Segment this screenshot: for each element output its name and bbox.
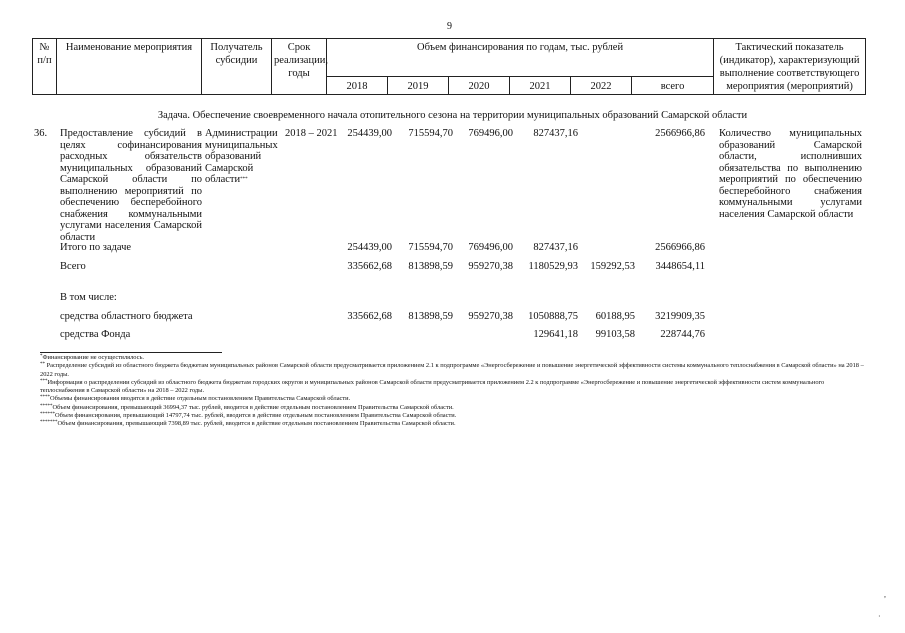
summary-label-fund: средства Фонда (60, 329, 131, 340)
summary-regional-2022: 60188,95 (595, 311, 635, 322)
row-36-name: Предоставление субсидий в целях софинансирования расходных обязательств муниципальных образований Самарской области по выполнению мероприятий по обеспечению бесперебойного снабжения коммунальными услугами населения Самарской области (60, 128, 202, 243)
footnote-mark: * (40, 354, 43, 359)
footnote-text: Объем финансирования, превышающий 36994,37 тыс. рублей, вводится в действие отдельным постановлением Правительства Самарской области. (52, 403, 454, 411)
scan-mark-comma: , (884, 590, 886, 599)
summary-label-regional: средства областного бюджета (60, 311, 193, 322)
header-year-2022: 2022 (571, 77, 632, 95)
footnote-mark: ** (40, 362, 45, 368)
footnote-5 (40, 404, 865, 412)
footnote-mark: ******* (40, 420, 58, 426)
summary-task-total: 2566966,86 (655, 242, 705, 253)
summary-all-2021: 1180529,93 (528, 261, 578, 272)
header-year-2018: 2018 (327, 77, 388, 95)
footnote-text: Объемы финансирования вводятся в действие отдельным постановлением Правительства Самарской области. (50, 395, 351, 403)
footnote-3 (40, 379, 865, 396)
footnote-mark: *** (40, 378, 48, 384)
row-36-recipient-text: Администрации муниципальных образований Самарской области (205, 128, 278, 185)
task-title: Задача. Обеспечение своевременного начала отопительного сезона на территории муниципальных образований Самарской области (157, 110, 748, 121)
summary-all-2022: 159292,53 (590, 261, 635, 272)
header-year-2020: 2020 (449, 77, 510, 95)
row-36-2019: 715594,70 (408, 128, 453, 139)
footnote-7 (40, 420, 865, 428)
header-name: Наименование мероприятия (57, 39, 202, 95)
summary-label-all: Всего (60, 261, 86, 272)
footnote-text: Финансирование не осуществлялось. (42, 354, 144, 361)
footnote-text: Информация о распределении субсидий из областного бюджета бюджетам городских округов и муниципальных районов Самарской области предусматривается приложением 2.2 к подпрограмме «Энергосбережение и повышение энергетической эффективности систем коммунального теплоснабжения в Самарской области» на 2018 – 2022 годы. (40, 378, 825, 395)
footnote-4 (40, 395, 865, 403)
row-36-period: 2018 – 2021 (285, 128, 338, 139)
footnote-mark: ****** (40, 412, 55, 418)
summary-regional-2018: 335662,68 (347, 311, 392, 322)
header-year-2021: 2021 (510, 77, 571, 95)
summary-task-2019: 715594,70 (408, 242, 453, 253)
footnote-mark: ***** (40, 403, 53, 409)
row-36-indicator: Количество муниципальных образований Самарской области, исполнивших обязательства по выполнению мероприятий по обеспечению бесперебойного снабжения коммунальными услугами населения Самарской области (719, 128, 862, 220)
row-36-number: 36. (34, 128, 48, 139)
row-36-recipient (205, 128, 278, 186)
summary-task-2020: 769496,00 (468, 242, 513, 253)
summary-task-2018: 254439,00 (347, 242, 392, 253)
footnote-2 (40, 362, 865, 379)
header-indicator: Тактический показатель (индикатор), характеризующий выполнение соответствующего мероприятия (мероприятий) (714, 39, 866, 95)
summary-fund-2021: 129641,18 (533, 329, 578, 340)
header-num: № п/п (33, 39, 57, 95)
summary-all-2019: 813898,59 (408, 261, 453, 272)
scan-mark-dot: · (878, 612, 881, 621)
row-36-2018: 254439,00 (347, 128, 392, 139)
footnote-mark: **** (40, 395, 50, 401)
summary-all-total: 3448654,11 (655, 261, 705, 272)
footnote-1 (40, 354, 865, 362)
header-funding: Объем финансирования по годам, тыс. рублей (327, 39, 714, 77)
summary-regional-2019: 813898,59 (408, 311, 453, 322)
header-table (32, 38, 866, 95)
summary-regional-total: 3219909,35 (655, 311, 705, 322)
footnote-text: Объем финансирования, превышающий 7398,89 тыс. рублей, вводится в действие отдельным постановлением Правительства Самарской области. (57, 420, 456, 428)
header-year-2019: 2019 (388, 77, 449, 95)
summary-label-including: В том числе: (60, 292, 117, 303)
summary-regional-2020: 959270,38 (468, 311, 513, 322)
row-36-2021: 827437,16 (533, 128, 578, 139)
summary-regional-2021: 1050888,75 (528, 311, 578, 322)
row-36-2020: 769496,00 (468, 128, 513, 139)
header-recipient: Получатель субсидии (202, 39, 272, 95)
header-period: Срок реализации, годы (272, 39, 327, 95)
summary-fund-total: 228744,76 (660, 329, 705, 340)
page-number: 9 (447, 21, 452, 32)
summary-all-2020: 959270,38 (468, 261, 513, 272)
footnote-divider (40, 352, 222, 353)
summary-label-task: Итого по задаче (60, 242, 132, 253)
footnotes (40, 354, 865, 429)
header-total: всего (632, 77, 714, 95)
summary-all-2018: 335662,68 (347, 261, 392, 272)
summary-fund-2022: 99103,58 (595, 329, 635, 340)
row-36-total: 2566966,86 (655, 128, 705, 139)
footnote-6 (40, 412, 865, 420)
row-36-recipient-mark: *** (240, 177, 248, 182)
summary-task-2021: 827437,16 (533, 242, 578, 253)
footnote-text: Распределение субсидий из областного бюджета бюджетам муниципальных районов Самарской области предусматривается приложением 2.1 к подпрограмме «Энергосбережение и повышение энергетической эффективности системы коммунального теплоснабжения в Самарской области» на 2018 – 2022 годы. (40, 362, 864, 378)
footnote-text: Объем финансирования, превышающий 14797,74 тыс. рублей, вводится в действие отдельным постановлением Правительства Самарской области. (55, 412, 457, 420)
